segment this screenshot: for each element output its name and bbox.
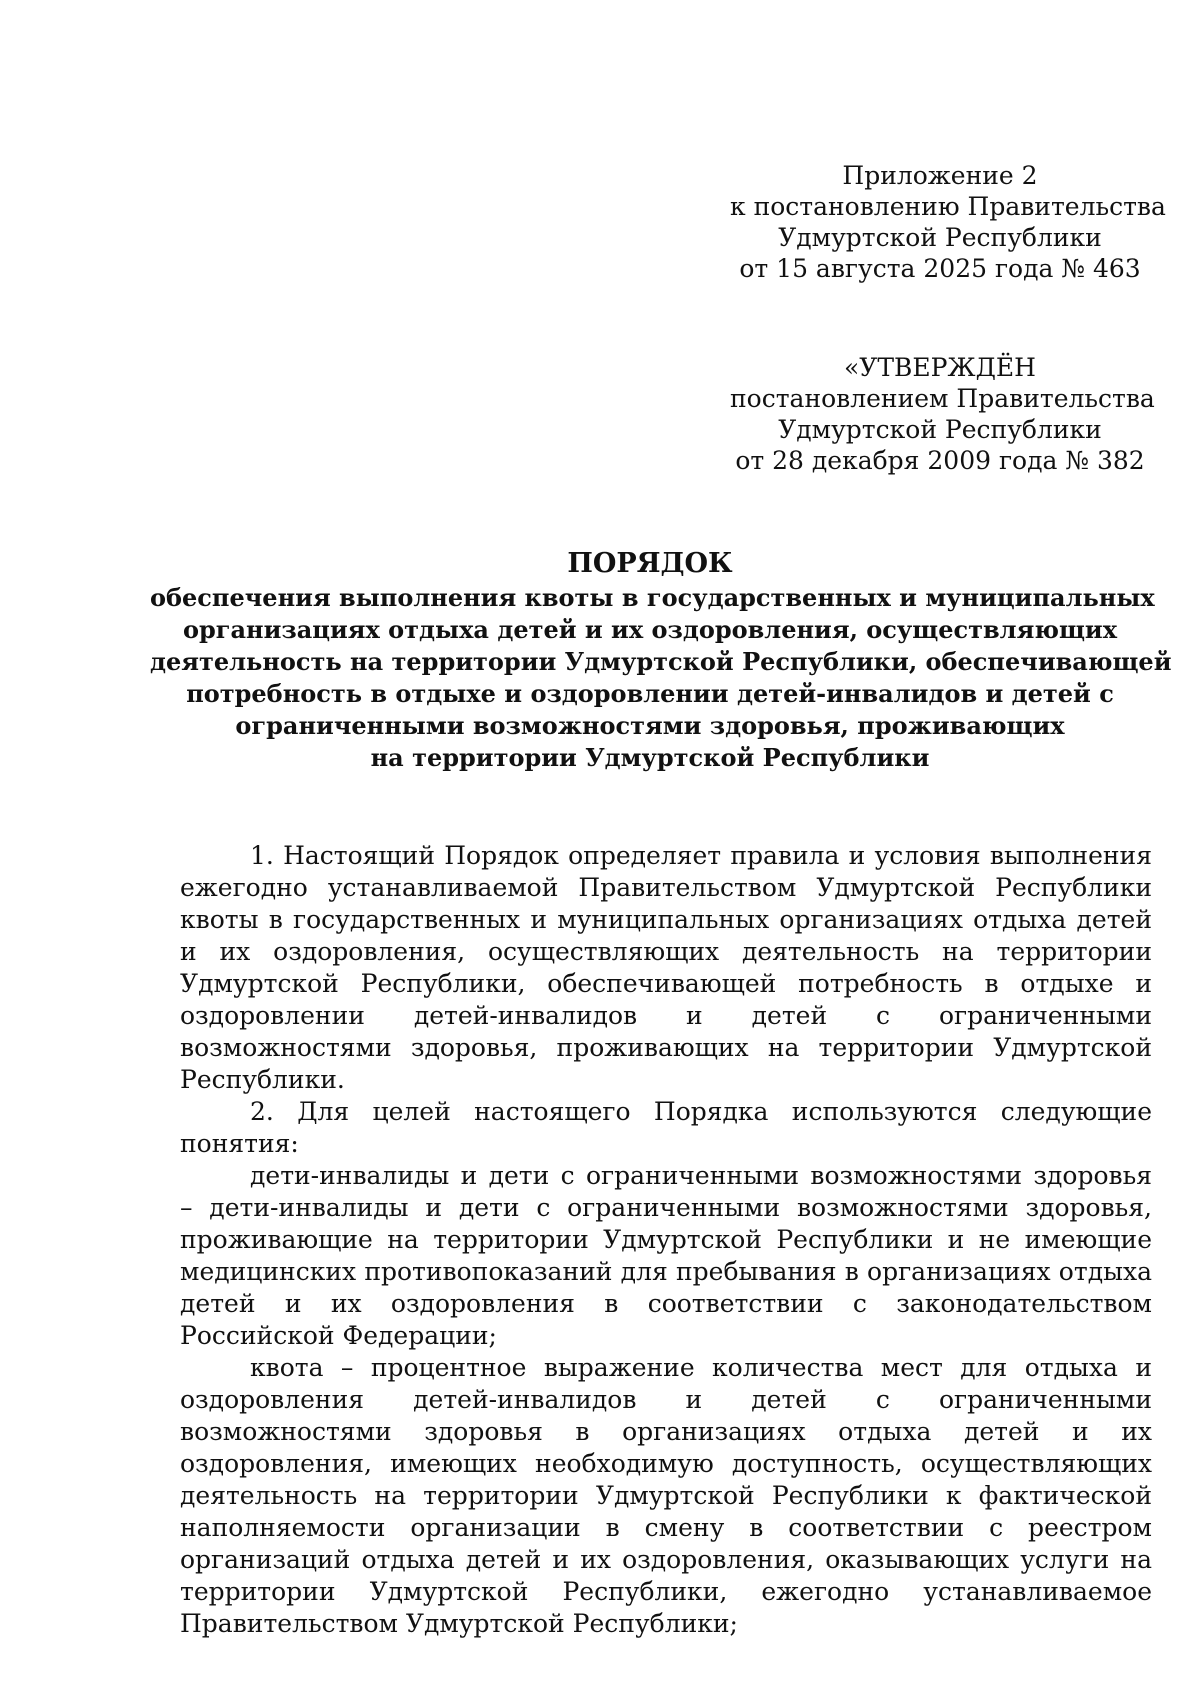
document-body (180, 840, 1152, 1640)
definition-quota: квота – процентное выражение количества мест для отдыха и оздоровления детей-инвалидов и детей с ограниченными возможностями здоровья в организациях отдыха детей и их оздоровления, имеющих необходимую доступность, осуществляющих деятельность на территории Удмуртской Республики к фактической наполняемости организации в смену в соответствии с реестром организаций отдыха детей и их оздоровления, оказывающих услуги на территории Удмуртской Республики, ежегодно устанавливаемое Правительством Удмуртской Республики; (180, 1353, 1152, 1638)
appendix-header (730, 160, 1166, 284)
title-line: организациях отдыха детей и их оздоровления, осуществляющих (182, 615, 1118, 644)
approved-line: постановлением Правительства (730, 384, 1155, 413)
appendix-line: от 15 августа 2025 года № 463 (739, 254, 1141, 283)
title-heading: ПОРЯДОК (567, 548, 733, 579)
approved-header (730, 352, 1155, 476)
approved-line: «УТВЕРЖДЁН (844, 353, 1036, 382)
title-line: обеспечения выполнения квоты в государственных и муниципальных (150, 583, 1155, 612)
title-line: на территории Удмуртской Республики (370, 743, 930, 772)
approved-line: от 28 декабря 2009 года № 382 (735, 446, 1145, 475)
paragraph-1: 1. Настоящий Порядок определяет правила и условия выполнения ежегодно устанавливаемой Правительством Удмуртской Республики квоты в государственных и муниципальных организациях отдыха детей и их оздоровления, осуществляющих деятельность на территории Удмуртской Республики, обеспечивающей потребность в отдыхе и оздоровлении детей-инвалидов и детей с ограниченными возможностями здоровья, проживающих на территории Удмуртской Республики. (180, 841, 1152, 1094)
paragraph-2: 2. Для целей настоящего Порядка используются следующие понятия: (180, 1097, 1152, 1158)
approved-line: Удмуртской Республики (778, 415, 1102, 444)
definition-children: дети-инвалиды и дети с ограниченными возможностями здоровья – дети-инвалиды и дети с ограниченными возможностями здоровья, проживающие на территории Удмуртской Республики и не имеющие медицинских противопоказаний для пребывания в организациях отдыха детей и их оздоровления в соответствии с законодательством Российской Федерации; (180, 1161, 1152, 1350)
title-line: потребность в отдыхе и оздоровлении детей-инвалидов и детей с (186, 679, 1114, 708)
title-line: деятельность на территории Удмуртской Республики, обеспечивающей (150, 647, 1172, 676)
document-title (150, 548, 1172, 774)
appendix-line: к постановлению Правительства (730, 192, 1166, 221)
appendix-line: Приложение 2 (842, 161, 1038, 190)
title-line: ограниченными возможностями здоровья, проживающих (235, 711, 1065, 740)
appendix-line: Удмуртской Республики (778, 223, 1102, 252)
